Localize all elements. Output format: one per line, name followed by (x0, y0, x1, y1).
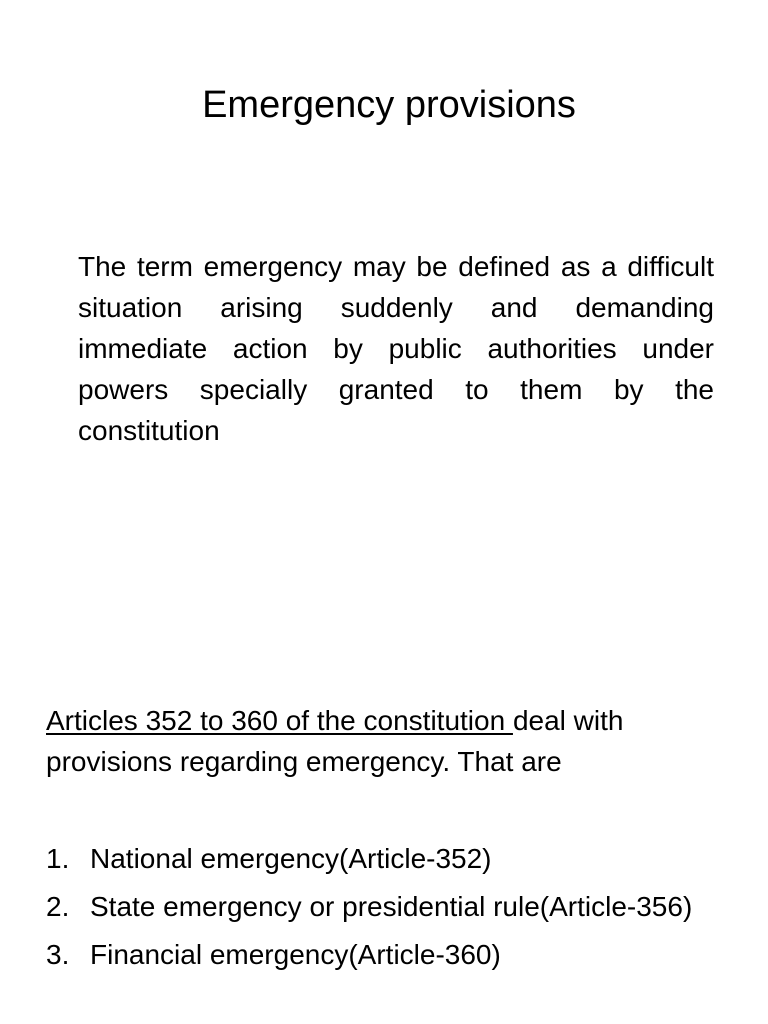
articles-reference: Articles 352 to 360 of the constitution (46, 705, 513, 736)
list-item (46, 886, 726, 927)
list-item-text: Financial emergency(Article-360) (90, 939, 501, 970)
slide-title: Emergency provisions (202, 84, 576, 126)
list-item-text: State emergency or presidential rule(Article-356) (90, 891, 693, 922)
list-item-number: 3. (46, 939, 70, 970)
list-item (46, 838, 726, 879)
articles-description: deal with provisions regarding emergency. That are (46, 705, 624, 777)
definition-paragraph: The term emergency may be defined as a difficult situation arising suddenly and demanding immediate action by public authorities under powers specially granted to them by the constitution (78, 251, 714, 446)
list-item-number: 1. (46, 843, 70, 874)
list-item (46, 934, 726, 975)
list-item-number: 2. (46, 891, 70, 922)
list-item-text: National emergency(Article-352) (90, 843, 492, 874)
emergency-types-list (46, 838, 726, 982)
articles-intro (46, 700, 726, 782)
